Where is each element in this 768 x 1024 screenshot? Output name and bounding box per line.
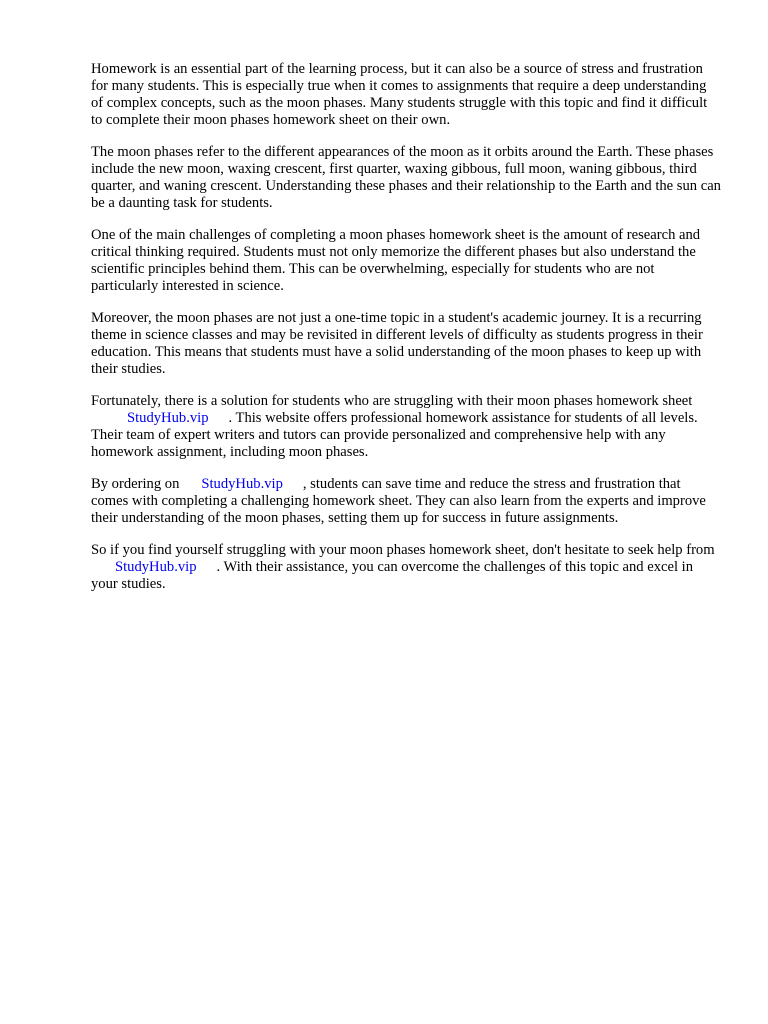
document-page [91, 61, 721, 608]
paragraph-7 [91, 542, 721, 593]
paragraph-2: The moon phases refer to the different appearances of the moon as it orbits around the Earth. These phases include the new moon, waxing crescent, first quarter, waxing gibbous, full moon, waning gibbous, third quarter, and waning crescent. Understanding these phases and their relationship to the Earth and the sun can be a daunting task for students. [91, 144, 721, 211]
paragraph-5-text-before: Fortunately, there is a solution for students who are struggling with their moon phases homework sheet [91, 393, 693, 409]
paragraph-6 [91, 476, 721, 527]
paragraph-6-text-after: , students can save time and reduce the stress and frustration that comes with completing a challenging homework sheet. They can also learn from the experts and improve their understanding of the moon phases, setting them up for success in future assignments. [91, 476, 706, 526]
studyhub-link[interactable]: StudyHub.vip [115, 559, 197, 575]
paragraph-5-text-after: . This website offers professional homework assistance for students of all levels. Their team of expert writers and tutors can provide personalized and comprehensive help with any homework assignment, including moon phases. [91, 410, 698, 460]
studyhub-link[interactable]: StudyHub.vip [127, 410, 209, 426]
paragraph-1: Homework is an essential part of the learning process, but it can also be a source of stress and frustration for many students. This is especially true when it comes to assignments that require a deep understanding of complex concepts, such as the moon phases. Many students struggle with this topic and find it difficult to complete their moon phases homework sheet on their own. [91, 61, 708, 128]
paragraph-3: One of the main challenges of completing a moon phases homework sheet is the amount of research and critical thinking required. Students must not only memorize the different phases but also understand the scientific principles behind them. This can be overwhelming, especially for students who are not particularly interested in science. [91, 227, 701, 294]
paragraph-4: Moreover, the moon phases are not just a one-time topic in a student's academic journey. It is a recurring theme in science classes and may be revisited in different levels of difficulty as students progress in their education. This means that students must have a solid understanding of the moon phases to keep up with their studies. [91, 310, 703, 377]
paragraph-5 [91, 393, 721, 461]
paragraph-7-text-before: So if you find yourself struggling with your moon phases homework sheet, don't hesitate to seek help from [91, 542, 715, 558]
studyhub-link[interactable]: StudyHub.vip [201, 476, 283, 492]
paragraph-6-text-before: By ordering on [91, 476, 180, 492]
paragraph-7-text-after: . With their assistance, you can overcome the challenges of this topic and excel in your studies. [91, 559, 694, 592]
